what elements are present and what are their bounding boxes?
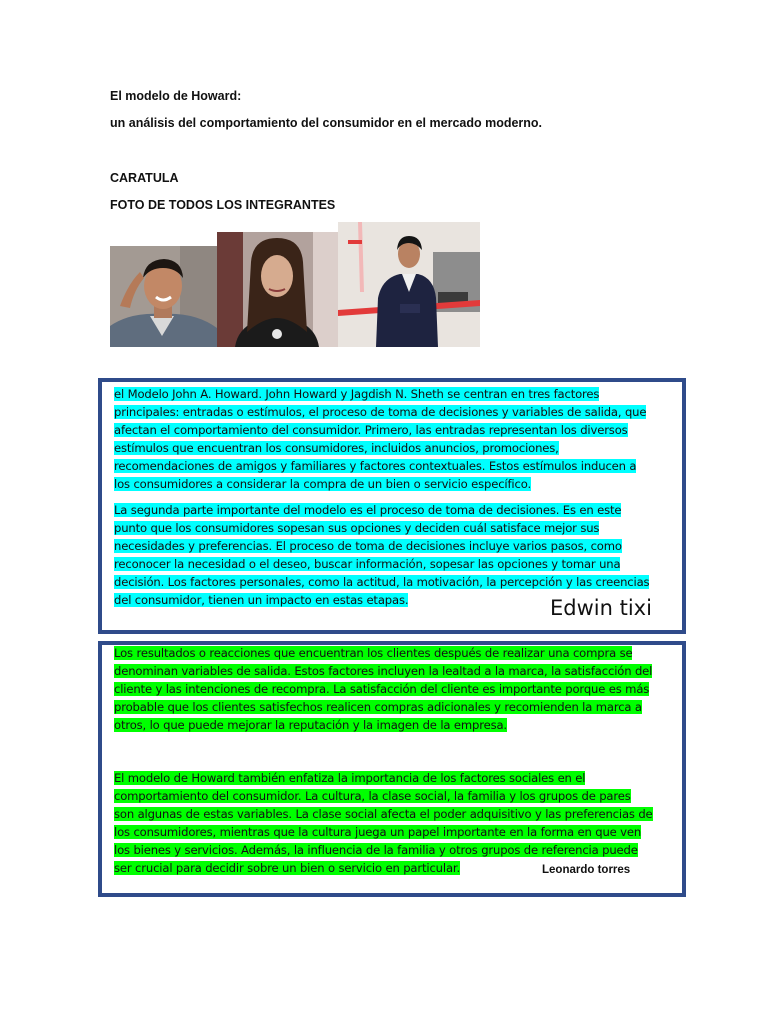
- section2-paragraph-2-text: El modelo de Howard también enfatiza la importancia de los factores sociales en el comportamiento del consumidor. La cultura, la clase social, la familia y los grupos de pares son algunas de estas variables. La clase social afecta el poder adquisitivo y las preferencias de los consumidores, mientras que la cultura juega un papel importante en la forma en que ven los bienes y servicios. Además, la influencia de la familia y otros grupos de referencia puede ser crucial para decidir sobre un bien o servicio en particular.: [114, 771, 653, 875]
- section-box-2: [98, 641, 686, 897]
- document-subtitle: un análisis del comportamiento del consumidor en el mercado moderno.: [110, 116, 543, 130]
- photo-caption: FOTO DE TODOS LOS INTEGRANTES: [110, 198, 336, 212]
- section1-paragraph-2-text: La segunda parte importante del modelo es el proceso de toma de decisiones. Es en este punto que los consumidores sopesan sus opciones y deciden cuál satisface mejor sus necesidades y preferencias. El proceso de toma de decisiones incluye varios pasos, como reconocer la necesidad o el deseo, buscar información, sopesar las opciones y tomar una decisión. Los factores personales, como la actitud, la motivación, la percepción y las creencias del consumidor, tienen un impacto en estas etapas.: [114, 503, 650, 607]
- document-title: El modelo de Howard:: [110, 89, 242, 103]
- caratula-label: CARATULA: [110, 171, 179, 185]
- member-photo-2: [217, 232, 338, 347]
- section1-paragraph-1-text: el Modelo John A. Howard. John Howard y Jagdish N. Sheth se centran en tres factores principales: entradas o estímulos, el proceso de toma de decisiones y variables de salida, que afectan el comportamiento del consumidor. Primero, las entradas representan los diversos estímulos que encuentran los consumidores, incluidos anuncios, promociones, recomendaciones de amigos y familiares y factores contextuales. Estos estímulos inducen a los consumidores a considerar la compra de un bien o servicio específico.: [114, 387, 647, 491]
- section2-paragraph-1-text: Los resultados o reacciones que encuentran los clientes después de realizar una compra se denominan variables de salida. Estos factores incluyen la lealtad a la marca, la satisfacción del cliente y las intenciones de recompra. La satisfacción del cliente es importante porque es más probable que los clientes satisfechos realicen compras adicionales y recomienden la marca a otros, lo que puede mejorar la reputación y la imagen de la empresa.: [114, 646, 653, 732]
- section2-paragraph-2: [114, 770, 654, 877]
- section-box-1: [98, 378, 686, 634]
- section2-paragraph-1: [114, 645, 654, 735]
- signature-leonardo: Leonardo torres: [542, 864, 631, 876]
- member-photo-1: [110, 246, 217, 347]
- section1-paragraph-2: [114, 502, 654, 609]
- section1-paragraph-1: [114, 386, 654, 493]
- signature-edwin: Edwin tixi: [550, 596, 652, 620]
- member-photo-3: [338, 222, 480, 347]
